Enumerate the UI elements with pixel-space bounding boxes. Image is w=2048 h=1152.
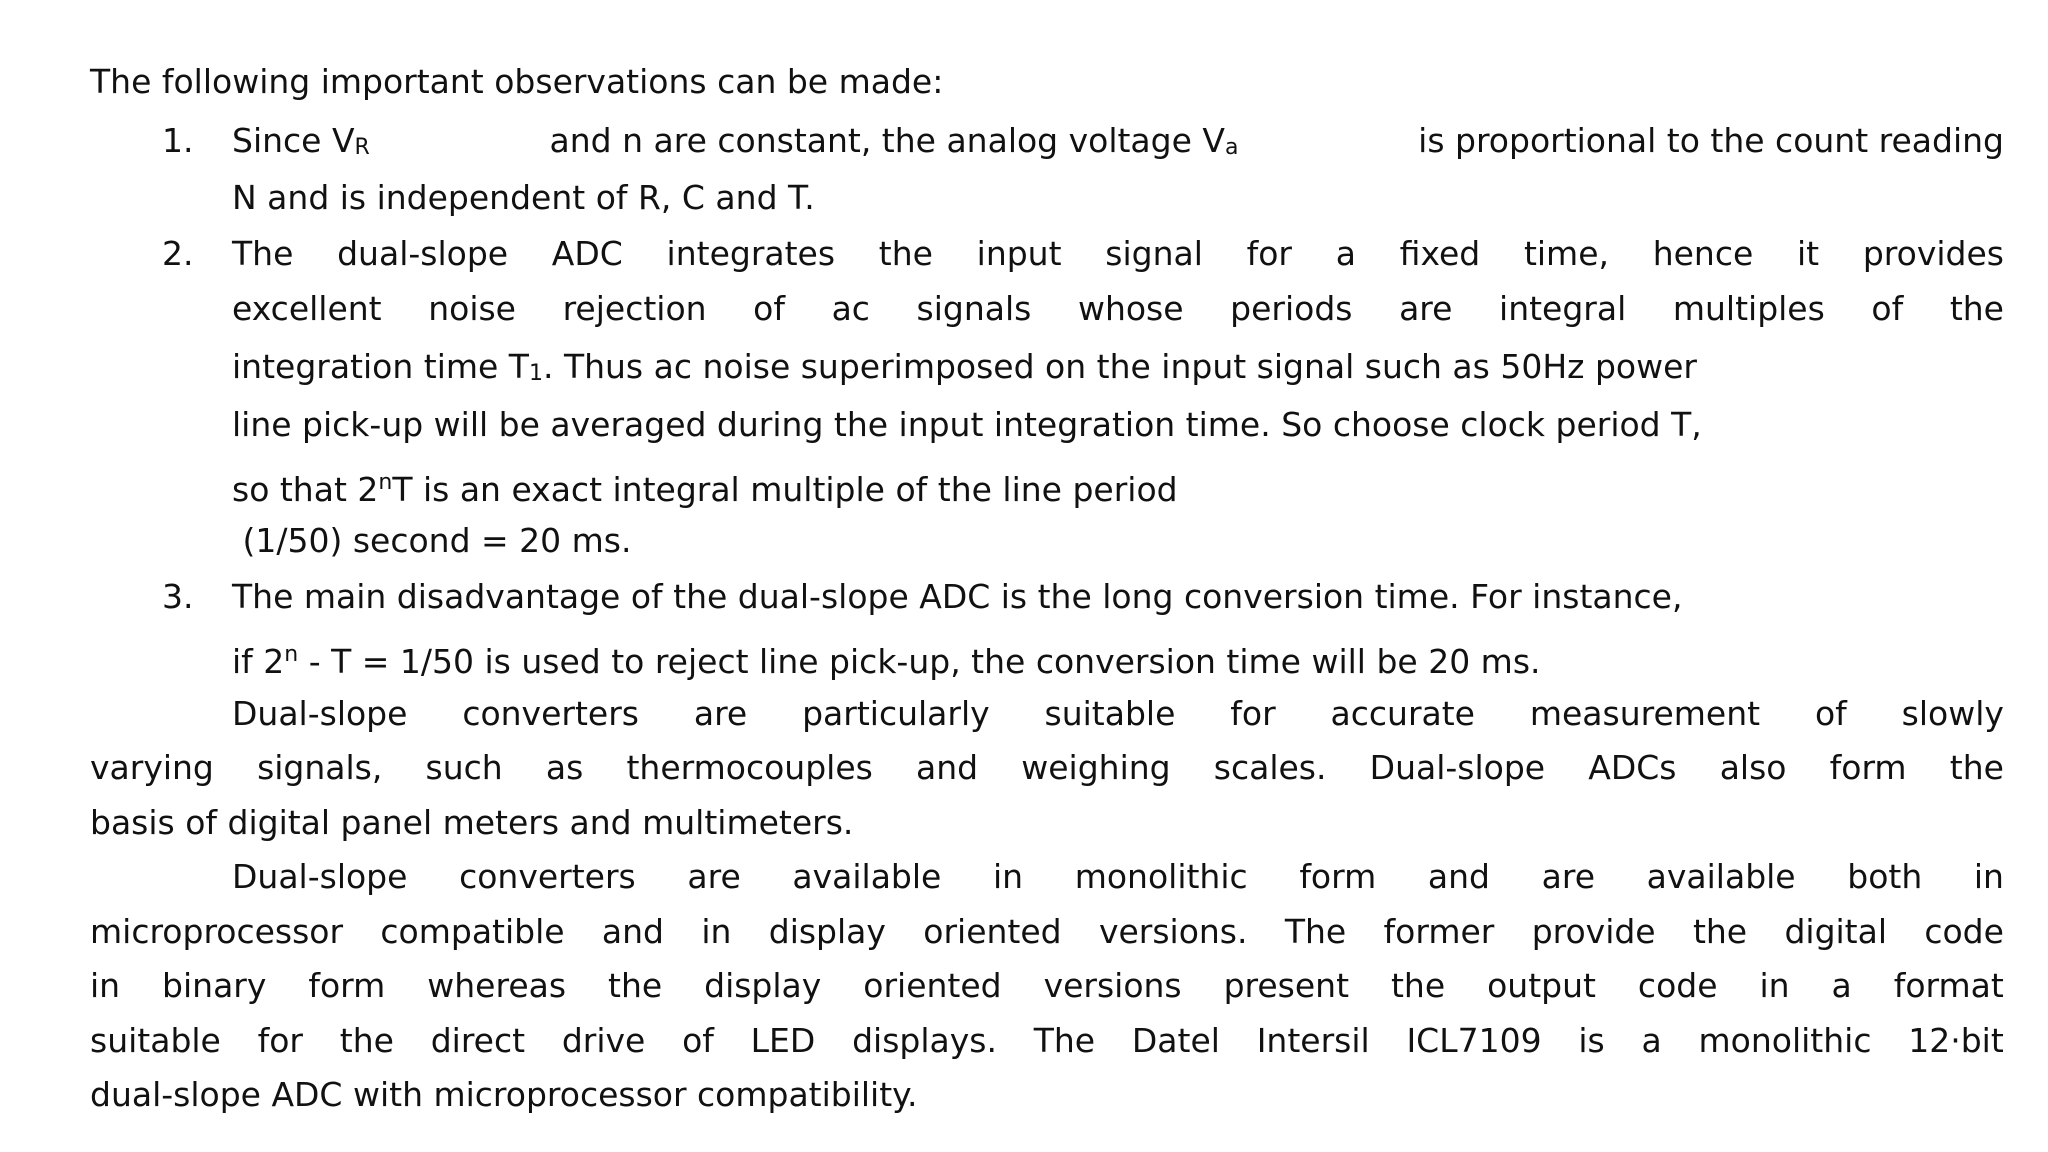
para-1-line-3: basis of digital panel meters and multimeters. xyxy=(90,803,854,842)
item-1-line-1 xyxy=(232,121,2004,168)
para-2-line-1: Dual-slope converters are available in monolithic form and are available both in xyxy=(232,857,2004,896)
item-2-line-5: so that 2$^n$T is an exact integral multiple of the line period xyxy=(232,470,1178,509)
para-1-line-2: varying signals, such as thermocouples and weighing scales. Dual-slope ADCs also form the xyxy=(90,748,2004,787)
item-2-number: 2. xyxy=(162,234,194,273)
item-3-number: 3. xyxy=(162,577,194,616)
item-3-line-2: if 2$^n$ - T = 1/50 is used to reject line pick-up, the conversion time will be 20 ms. xyxy=(232,642,1541,681)
item-1-line-2: N and is independent of R, C and T. xyxy=(232,178,815,217)
para-2-line-5: dual-slope ADC with microprocessor compatibility. xyxy=(90,1075,918,1114)
para-2-line-4: suitable for the direct drive of LED displays. The Datel Intersil ICL7109 is a monolithic 12·bit xyxy=(90,1021,2004,1060)
item-2-line-6: (1/50) second = 20 ms. xyxy=(232,521,632,560)
item-1-number: 1. xyxy=(162,121,194,160)
item-2-line-1: The dual-slope ADC integrates the input signal for a fixed time, hence it provides xyxy=(232,234,2004,273)
item-1-line-1-text-b: and n are constant, the analog voltage Va xyxy=(539,121,1239,160)
item-2-line-2: excellent noise rejection of ac signals whose periods are integral multiples of the xyxy=(232,289,2004,328)
item-1-line-1-text-c: is proportional to the count reading xyxy=(1407,121,2004,160)
item-2-line-3: integration time T1. Thus ac noise superimposed on the input signal such as 50Hz power xyxy=(232,347,1697,386)
item-3-line-1: The main disadvantage of the dual-slope ADC is the long conversion time. For instance, xyxy=(232,577,1683,616)
item-2-line-4: line pick-up will be averaged during the input integration time. So choose clock period T, xyxy=(232,405,1702,444)
para-2-line-3: in binary form whereas the display oriented versions present the output code in a format xyxy=(90,966,2004,1005)
para-2-line-2: microprocessor compatible and in display oriented versions. The former provide the digital code xyxy=(90,912,2004,951)
para-1-line-1: Dual-slope converters are particularly suitable for accurate measurement of slowly xyxy=(232,694,2004,733)
item-1-line-1-text-a: Since VR xyxy=(232,121,370,160)
intro-text: The following important observations can be made: xyxy=(90,62,944,101)
